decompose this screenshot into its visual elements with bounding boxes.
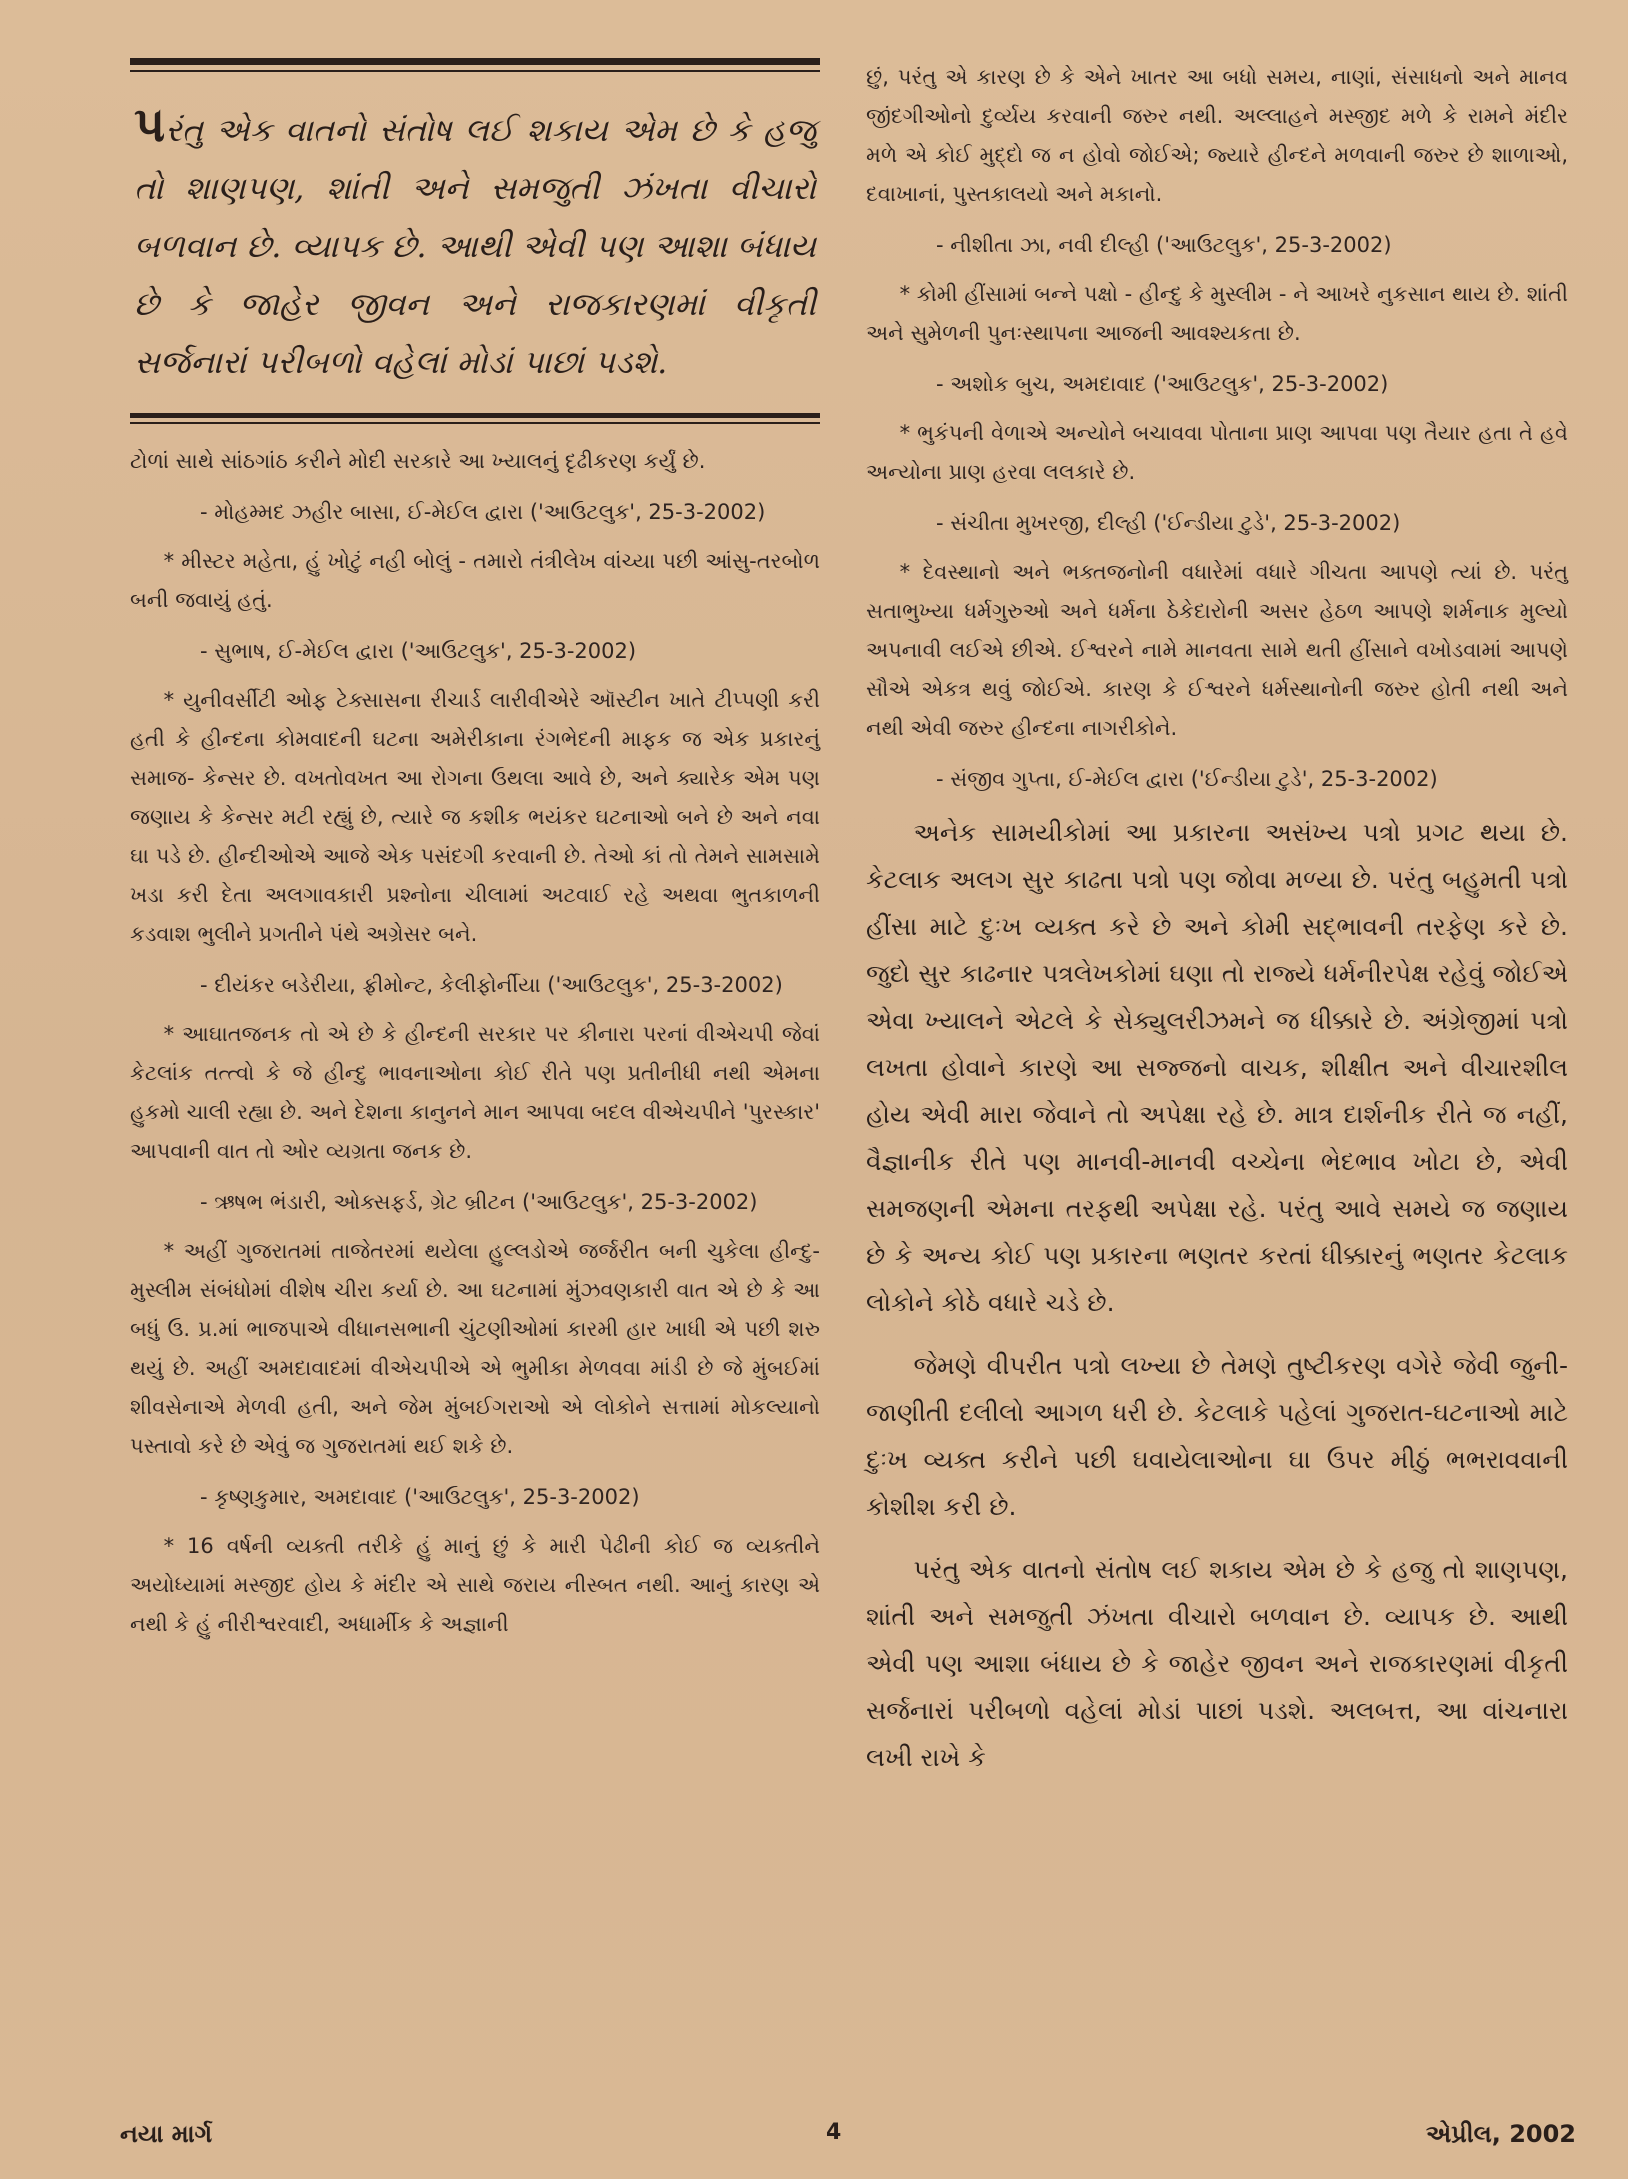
letter-text: * યુનીવર્સીટી ઓફ ટેક્સાસના રીચાર્ડ લારીવીએરે ઑસ્ટીન ખાતે ટીપ્પણી કરી હતી કે હીન્દના કોમવાદની ઘટના અમેરીકાના રંગભેદની માફક જ એક પ્રકારનું સમાજ- કેન્સર છે. વખતોવખત આ રોગના ઉથલા આવે છે, અને ક્યારેક એમ પણ જણાય કે કેન્સર મટી રહ્યું છે, ત્યારે જ કશીક ભયંકર ઘટનાઓ બને છે અને નવા ઘા પડે છે. હીન્દીઓએ આજે એક પસંદગી કરવાની છે. તેઓ કાં તો તેમને સામસામે ખડા કરી દેતા અલગાવકારી પ્રશ્નોના ચીલામાં અટવાઈ રહે અથવા ભુતકાળની કડવાશ ભુલીને પ્રગતીને પંથે અગ્રેસર બને.	[130, 688, 820, 946]
pull-quote-dropcap: પ	[134, 97, 166, 153]
letter-attribution: - સુભાષ, ઈ-મેઈલ દ્વારા ('આઉટલુક', 25-3-2002)	[200, 639, 637, 663]
letter-attribution: - દીયંકર બડેરીયા, ફ્રીમોન્ટ, કેલીફોર્નીયા ('આઉટલુક', 25-3-2002)	[200, 973, 783, 997]
body-paragraph: જેમણે વીપરીત પત્રો લખ્યા છે તેમણે તુષ્ટીકરણ વગેરે જેવી જુની-જાણીતી દલીલો આગળ ધરી છે. કેટલાકે પહેલાં ગુજરાત-ઘટનાઓ માટે દુઃખ વ્યક્ત કરીને પછી ઘવાયેલાઓના ઘા ઉપર મીઠું ભભરાવવાની કોશીશ કરી છે.	[866, 1351, 1568, 1521]
letter-text: * દેવસ્થાનો અને ભક્તજનોની વધારેમાં વધારે ગીચતા આપણે ત્યાં છે. પરંતુ સતાભુખ્યા ધર્મગુરુઓ અને ધર્મના ઠેકેદારોની અસર હેઠળ આપણે શર્મનાક મુલ્યો અપનાવી લઈએ છીએ. ઈશ્વરને નામે માનવતા સામે થતી હીંસાને વખોડવામાં આપણે સૌએ એકત્ર થવું જોઈએ. કારણ કે ઈશ્વરને ધર્મસ્થાનોની જરુર હોતી નથી અને નથી એવી જરુર હીન્દના નાગરીકોને.	[866, 560, 1568, 740]
issue-date: એપ્રીલ, 2002	[1425, 2120, 1576, 2148]
right-column	[866, 58, 1568, 1797]
letter-text: * 16 વર્ષની વ્યક્તી તરીકે હું માનું છું કે મારી પેઢીની કોઈ જ વ્યક્તીને અયોધ્યામાં મસ્જીદ હોય કે મંદીર એ સાથે જરાય નીસ્બત નથી. આનું કારણ એ નથી કે હું નીરીશ્વરવાદી, અધાર્મીક કે અજ્ઞાની	[130, 1534, 820, 1636]
page-number: 4	[826, 2120, 842, 2145]
pull-quote-bottom-rule	[130, 413, 820, 418]
pull-quote	[130, 72, 820, 405]
letter-text: * કોમી હીંસામાં બન્ને પક્ષો - હીન્દુ કે મુસ્લીમ - ને આખરે નુકસાન થાય છે. શાંતી અને સુમેળની પુનઃસ્થાપના આજની આવશ્યકતા છે.	[866, 282, 1568, 345]
letter-attribution: - ઋષભ ભંડારી, ઓક્સફર્ડ, ગ્રેટ બ્રીટન ('આઉટલુક', 25-3-2002)	[200, 1190, 758, 1214]
left-column	[130, 58, 820, 1656]
letter-continued-text: ટોળાં સાથે સાંઠગાંઠ કરીને મોદી સરકારે આ ખ્યાલનું દૃઢીકરણ કર્યું છે.	[130, 449, 706, 473]
letter-text: * આઘાતજનક તો એ છે કે હીન્દની સરકાર પર કીનારા પરનાં વીએચપી જેવાં કેટલાંક તત્ત્વો કે જે હીન્દુ ભાવનાઓના કોઈ રીતે પણ પ્રતીનીધી નથી એમના હુકમો ચાલી રહ્યા છે. અને દેશના કાનુનને માન આપવા બદલ વીએચપીને 'પુરસ્કાર' આપવાની વાત તો ઓર વ્યગ્રતા જનક છે.	[130, 1022, 820, 1163]
page-footer	[0, 2120, 1628, 2160]
letter-attribution: - સંચીતા મુખરજી, દીલ્હી ('ઈન્ડીયા ટુડે', 25-3-2002)	[936, 511, 1401, 535]
pull-quote-top-rule	[130, 58, 820, 65]
letter-attribution: - અશોક બુચ, અમદાવાદ ('આઉટલુક', 25-3-2002)	[936, 372, 1389, 396]
publication-name: નયા માર્ગ	[120, 2120, 213, 2148]
letter-continued-text: છું, પરંતુ એ કારણ છે કે એને ખાતર આ બધો સમય, નાણાં, સંસાધનો અને માનવ જીંદગીઓનો દુર્વ્યય કરવાની જરુર નથી. અલ્લાહને મસ્જીદ મળે કે રામને મંદીર મળે એ કોઈ મુદ્દો જ ન હોવો જોઈએ; જ્યારે હીન્દને મળવાની જરુર છે શાળાઓ, દવાખાનાં, પુસ્તકાલયો અને મકાનો.	[866, 65, 1568, 206]
letter-text: * ભુકંપની વેળાએ અન્યોને બચાવવા પોતાના પ્રાણ આપવા પણ તૈયાર હતા તે હવે અન્યોના પ્રાણ હરવા લલકારે છે.	[866, 421, 1568, 484]
letter-attribution: - કૃષ્ણકુમાર, અમદાવાદ ('આઉટલુક', 25-3-2002)	[200, 1485, 640, 1509]
letter-attribution: - સંજીવ ગુપ્તા, ઈ-મેઈલ દ્વારા ('ઈન્ડીયા ટુડે', 25-3-2002)	[936, 767, 1438, 791]
letter-text: * મીસ્ટર મહેતા, હું ખોટું નહી બોલું - તમારો તંત્રીલેખ વાંચ્યા પછી આંસુ-તરબોળ બની જવાયું હતું.	[130, 549, 820, 612]
letter-text: * અહીં ગુજરાતમાં તાજેતરમાં થયેલા હુલ્લડોએ જર્જરીત બની ચુકેલા હીન્દુ-મુસ્લીમ સંબંધોમાં વીશેષ ચીરા કર્યા છે. આ ઘટનામાં મુંઝવણકારી વાત એ છે કે આ બધું ઉ. પ્ર.માં ભાજપાએ વીધાનસભાની ચુંટણીઓમાં કારમી હાર ખાધી એ પછી શરુ થયું છે. અહીં અમદાવાદમાં વીએચપીએ એ ભુમીકા મેળવવા માંડી છે જે મુંબઈમાં શીવસેનાએ મેળવી હતી, અને જેમ મુંબઈગરાઓ એ લોકોને સત્તામાં મોકલ્યાનો પસ્તાવો કરે છે એવું જ ગુજરાતમાં થઈ શકે છે.	[130, 1239, 820, 1458]
body-paragraph: અનેક સામયીકોમાં આ પ્રકારના અસંખ્ય પત્રો પ્રગટ થયા છે. કેટલાક અલગ સુર કાઢતા પત્રો પણ જોવા મળ્યા છે. પરંતુ બહુમતી પત્રો હીંસા માટે દુઃખ વ્યક્ત કરે છે અને કોમી સદ્‌ભાવની તરફેણ કરે છે. જુદો સુર કાઢનાર પત્રલેખકોમાં ઘણા તો રાજ્યે ધર્મનીરપેક્ષ રહેવું જોઈએ એવા ખ્યાલને એટલે કે સેક્યુલરીઝમને જ ધીક્કારે છે. અંગ્રેજીમાં પત્રો લખતા હોવાને કારણે આ સજ્જનો વાચક, શીક્ષીત અને વીચારશીલ હોય એવી મારા જેવાને તો અપેક્ષા રહે છે. માત્ર દાર્શનીક રીતે જ નહીં, વૈજ્ઞાનીક રીતે પણ માનવી-માનવી વચ્ચેના ભેદભાવ ખોટા છે, એવી સમજણની એમના તરફથી અપેક્ષા રહે. પરંતુ આવે સમયે જ જણાય છે કે અન્ય કોઈ પણ પ્રકારના ભણતર કરતાં ધીક્કારનું ભણતર કેટલાક લોકોને કોઠે વધારે ચડે છે.	[866, 818, 1568, 1317]
pull-quote-text: રંતુ એક વાતનો સંતોષ લઈ શકાય એમ છે કે હજુ તો શાણપણ, શાંતી અને સમજુતી ઝંખતા વીચારો બળવાન છે. વ્યાપક છે. આથી એવી પણ આશા બંધાય છે કે જાહેર જીવન અને રાજકારણમાં વીકૃતી સર્જનારાં પરીબળો વહેલાં મોડાં પાછાં પડશે.	[134, 111, 816, 381]
body-paragraph: પરંતુ એક વાતનો સંતોષ લઈ શકાય એમ છે કે હજુ તો શાણપણ, શાંતી અને સમજુતી ઝંખતા વીચારો બળવાન છે. વ્યાપક છે. આથી એવી પણ આશા બંધાય છે કે જાહેર જીવન અને રાજકારણમાં વીકૃતી સર્જનારાં પરીબળો વહેલાં મોડાં પાછાં પડશે. અલબત્ત, આ વાંચનારા લખી રાખે કે	[866, 1555, 1568, 1772]
letter-attribution: - નીશીતા ઝા, નવી દીલ્હી ('આઉટલુક', 25-3-2002)	[936, 233, 1392, 257]
letter-attribution: - મોહમ્મદ ઝહીર બાસા, ઈ-મેઈલ દ્વારા ('આઉટલુક', 25-3-2002)	[200, 500, 766, 524]
